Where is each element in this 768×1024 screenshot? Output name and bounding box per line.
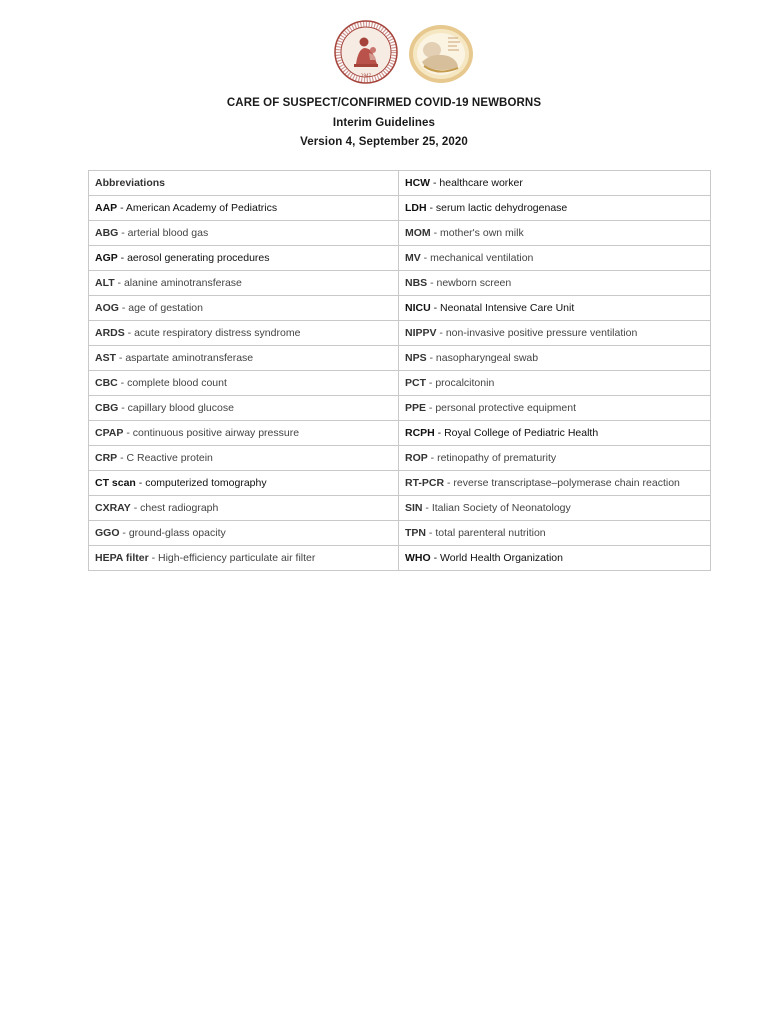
document-header: [0, 94, 768, 153]
abbreviation-definition: - acute respiratory distress syndrome: [124, 327, 301, 339]
table-cell: [399, 171, 711, 196]
table-cell: [399, 346, 711, 371]
table-cell: [89, 346, 399, 371]
abbreviation-definition: - High-efficiency particulate air filter: [148, 552, 316, 564]
table-cell: [89, 296, 399, 321]
table-row: [89, 371, 711, 396]
document-version: Version 4, September 25, 2020: [300, 136, 468, 148]
table-cell: [89, 471, 399, 496]
document-title: CARE OF SUSPECT/CONFIRMED COVID-19 NEWBORNS: [226, 97, 542, 109]
abbreviation-term: AST: [95, 352, 116, 364]
abbreviation-term: NIPPV: [405, 327, 437, 339]
table-cell: [399, 321, 711, 346]
abbreviation-definition: - age of gestation: [118, 302, 203, 314]
table-cell: [89, 521, 399, 546]
table-row: [89, 471, 711, 496]
table-cell: [399, 296, 711, 321]
abbreviation-definition: - C Reactive protein: [117, 452, 213, 464]
table-cell: [89, 196, 399, 221]
pps-seal-icon: [334, 20, 398, 84]
table-cell: [89, 371, 399, 396]
abbreviation-term: GGO: [95, 527, 120, 539]
abbreviation-definition: - total parenteral nutrition: [426, 527, 546, 539]
abbreviation-definition: - ground-glass opacity: [119, 527, 226, 539]
table-cell: [89, 271, 399, 296]
abbreviation-definition: - reverse transcriptase–polymerase chain reaction: [444, 477, 680, 489]
abbreviation-definition: - alanine aminotransferase: [114, 277, 242, 289]
abbreviation-term: WHO: [405, 552, 431, 564]
abbreviation-definition: - complete blood count: [117, 377, 227, 389]
abbreviation-definition: - arterial blood gas: [118, 227, 209, 239]
abbreviation-term: NBS: [405, 277, 428, 289]
table-cell: [89, 546, 399, 571]
table-cell: [399, 371, 711, 396]
table-cell: [89, 321, 399, 346]
svg-text:1947: 1947: [360, 73, 372, 78]
table-row: [89, 271, 711, 296]
table-cell: [89, 421, 399, 446]
abbreviation-definition: - capillary blood glucose: [118, 402, 234, 414]
abbreviation-definition: - mother's own milk: [430, 227, 524, 239]
abbreviation-definition: - personal protective equipment: [426, 402, 577, 414]
abbreviation-term: LDH: [405, 202, 427, 214]
abbreviation-term: MV: [405, 252, 421, 264]
table-row: [89, 221, 711, 246]
abbreviation-definition: - healthcare worker: [430, 177, 523, 189]
abbreviation-term: CT scan: [95, 477, 136, 489]
table-cell: [399, 246, 711, 271]
abbreviation-term: AOG: [95, 302, 119, 314]
abbreviation-definition: - mechanical ventilation: [420, 252, 534, 264]
table-row: [89, 546, 711, 571]
abbreviation-definition: - procalcitonin: [426, 377, 495, 389]
table-cell: [89, 396, 399, 421]
abbreviation-term: AAP: [95, 202, 118, 214]
table-row: [89, 321, 711, 346]
abbreviation-definition: - chest radiograph: [130, 502, 219, 514]
abbreviation-term: ALT: [95, 277, 115, 289]
abbreviations-table-body: [89, 171, 711, 571]
table-row: [89, 171, 711, 196]
table-cell: [399, 396, 711, 421]
abbreviation-term: PPE: [405, 402, 427, 414]
table-row: [89, 196, 711, 221]
table-cell: [89, 221, 399, 246]
abbreviation-term: RT-PCR: [405, 477, 445, 489]
abbreviation-definition: - Neonatal Intensive Care Unit: [430, 302, 575, 314]
document-subtitle: Interim Guidelines: [332, 116, 436, 129]
table-cell: [399, 196, 711, 221]
abbreviation-term: NICU: [405, 302, 431, 314]
abbreviation-definition: - American Academy of Pediatrics: [117, 202, 278, 214]
table-cell: [399, 446, 711, 471]
abbreviation-term: HEPA filter: [95, 552, 149, 564]
table-cell: [399, 471, 711, 496]
abbreviation-definition: - computerized tomography: [135, 477, 267, 489]
table-row: [89, 396, 711, 421]
abbreviation-term: CBG: [95, 402, 119, 414]
abbreviation-definition: - newborn screen: [427, 277, 512, 289]
abbreviation-definition: - serum lactic dehydrogenase: [426, 202, 568, 214]
table-row: [89, 446, 711, 471]
abbreviation-term: HCW: [405, 177, 431, 189]
table-row: [89, 346, 711, 371]
abbreviation-definition: - World Health Organization: [430, 552, 563, 564]
abbreviation-definition: - Italian Society of Neonatology: [422, 502, 571, 514]
abbreviation-definition: - aerosol generating procedures: [117, 252, 270, 264]
abbreviation-term: CPAP: [95, 427, 124, 439]
table-row: [89, 421, 711, 446]
table-cell: [89, 446, 399, 471]
abbreviation-term: CRP: [95, 452, 118, 464]
abbreviation-definition: - continuous positive airway pressure: [123, 427, 300, 439]
table-cell: [89, 246, 399, 271]
table-cell: [399, 496, 711, 521]
abbreviation-term: NPS: [405, 352, 427, 364]
newborn-society-seal-icon: [408, 24, 474, 84]
abbreviation-term: CBC: [95, 377, 118, 389]
abbreviation-definition: - Royal College of Pediatric Health: [434, 427, 599, 439]
abbreviation-definition: - aspartate aminotransferase: [116, 352, 254, 364]
abbreviation-term: ROP: [405, 452, 428, 464]
table-cell: [399, 271, 711, 296]
abbreviation-term: RCPH: [405, 427, 435, 439]
abbreviation-term: ARDS: [95, 327, 125, 339]
table-cell: [89, 496, 399, 521]
table-row: [89, 246, 711, 271]
abbreviation-term: AGP: [95, 252, 118, 264]
abbreviation-definition: - retinopathy of prematurity: [427, 452, 557, 464]
header-logos: [0, 20, 768, 90]
abbreviations-table: [88, 170, 711, 571]
abbreviation-term: MOM: [405, 227, 431, 239]
table-cell: [399, 521, 711, 546]
table-row: [89, 296, 711, 321]
abbreviation-term: ABG: [95, 227, 119, 239]
abbreviation-term: PCT: [405, 377, 426, 389]
abbreviation-term: CXRAY: [95, 502, 131, 514]
table-cell: [399, 221, 711, 246]
table-row: [89, 496, 711, 521]
abbreviation-definition: - non-invasive positive pressure ventilation: [436, 327, 638, 339]
table-cell: [399, 546, 711, 571]
abbreviation-term: TPN: [405, 527, 426, 539]
abbreviation-term: SIN: [405, 502, 423, 514]
table-cell: [399, 421, 711, 446]
table-header-cell: Abbreviations: [89, 171, 399, 196]
abbreviation-definition: - nasopharyngeal swab: [426, 352, 539, 364]
table-row: [89, 521, 711, 546]
